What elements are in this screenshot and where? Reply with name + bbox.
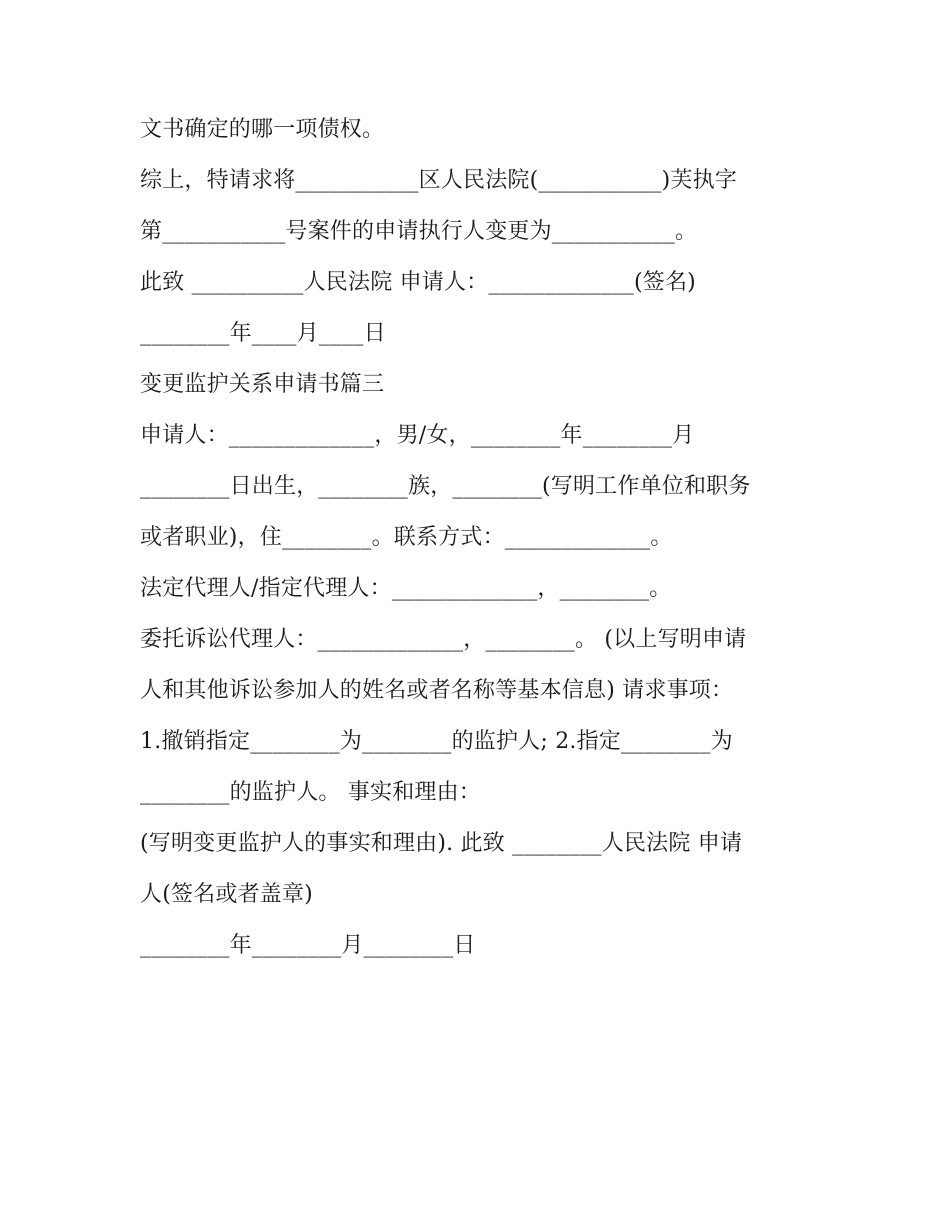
text-line: ________年________月________日 xyxy=(140,933,476,958)
text-line: ________的监护人。 事实和理由： xyxy=(140,780,481,805)
text-line: 综上，特请求将___________区人民法院(___________)芙执字 xyxy=(140,168,737,193)
text-line: 人(签名或者盖章) xyxy=(140,882,313,907)
text-line: 第___________号案件的申请执行人变更为___________。 xyxy=(140,219,698,244)
section-heading: 变更监护关系申请书篇三 xyxy=(140,372,385,397)
text-line: 委托诉讼代理人：_____________，________。 (以上写明申请 xyxy=(140,627,747,652)
text-line: 或者职业)，住________。联系方式：_____________。 xyxy=(140,525,673,550)
text-line: ________年____月____日 xyxy=(140,321,386,346)
text-line: ________日出生，________族，________(写明工作单位和职务 xyxy=(140,474,751,499)
text-line: 此致 __________人民法院 申请人：_____________(签名) xyxy=(140,270,696,295)
text-line: 申请人：_____________，男/女，________年________月 xyxy=(140,423,695,448)
text-line: 人和其他诉讼参加人的姓名或者名称等基本信息) 请求事项： xyxy=(140,678,734,703)
text-line: 文书确定的哪一项债权。 xyxy=(140,117,385,142)
document-body xyxy=(140,108,820,975)
text-line: (写明变更监护人的事实和理由). 此致 ________人民法院 申请 xyxy=(140,831,743,856)
text-line: 1.撤销指定________为________的监护人; 2.指定________为 xyxy=(140,729,733,754)
text-line: 法定代理人/指定代理人：_____________，________。 xyxy=(140,576,672,601)
